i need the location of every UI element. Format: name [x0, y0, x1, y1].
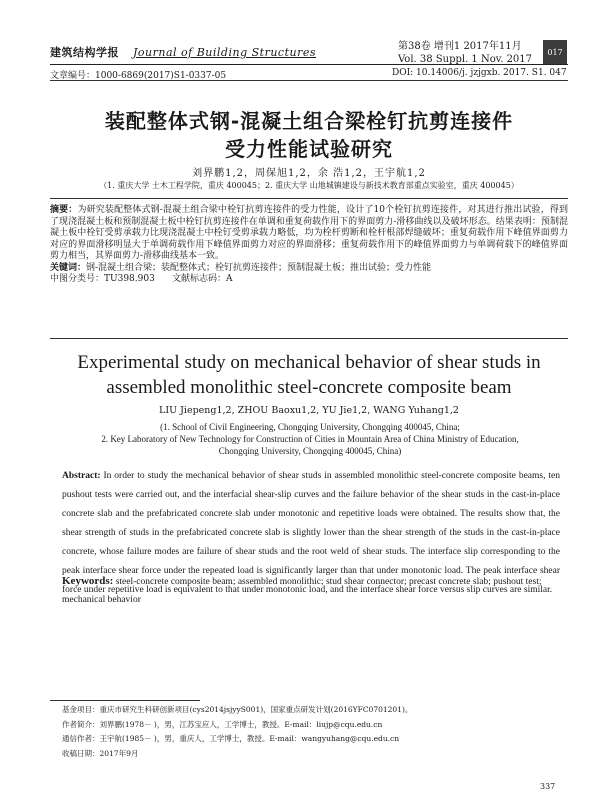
- header-rule-2: [50, 80, 568, 81]
- header-rule: [50, 64, 568, 65]
- abstract-rule-bottom: [50, 338, 568, 339]
- page-tab: 017: [543, 40, 567, 64]
- title-cn-line-1: 装配整体式钢-混凝土组合梁栓钉抗剪连接件: [104, 109, 514, 133]
- footnotes: [62, 703, 562, 761]
- footnote-rule: [50, 700, 200, 701]
- volume-info: [398, 40, 532, 66]
- title-cn-line-2: 受力性能试验研究: [225, 137, 393, 161]
- volume-cn: 第38卷 增刊1 2017年11月: [398, 41, 522, 52]
- keywords-en-block: [62, 572, 560, 609]
- affiliation-en-3: Chongqing University, Chongqing 400045, China): [218, 446, 402, 456]
- keywords-cn: 钢-混凝土组合梁；装配整体式；栓钉抗剪连接件；预制混凝土板；推出试验；受力性能: [86, 262, 432, 273]
- doi: DOI: 10.14006/j. jzjgxb. 2017. S1. 047: [392, 68, 567, 78]
- volume-en: Vol. 38 Suppl. 1 Nov. 2017: [398, 54, 533, 65]
- page-number: 337: [540, 782, 556, 791]
- footnote-received: 收稿日期：2017年9月: [62, 748, 139, 758]
- affiliations-cn: （1. 重庆大学 土木工程学院，重庆 400045；2. 重庆大学 山地城镇建设与新技术教育部重点实验室，重庆 400045）: [99, 181, 519, 190]
- journal-name-cn: 建筑结构学报: [50, 46, 119, 59]
- running-header-left: [50, 44, 316, 60]
- authors-en: LIU Jiepeng1,2, ZHOU Baoxu1,2, YU Jie1,2, WANG Yuhang1,2: [159, 405, 459, 416]
- journal-name-en: Journal of Building Structures: [133, 46, 316, 59]
- abstract-rule-top: [50, 198, 568, 199]
- footnote-author: 作者简介：刘界鹏(1978－ )，男，江苏宝应人，工学博士，教授。E-mail：liujp@cqu.edu.cn: [62, 719, 383, 729]
- title-cn: [50, 107, 568, 163]
- abstract-en-text: In order to study the mechanical behavior of shear studs in assembled monolithic steel-concrete composite beams, ten pushout tests were carried out, and the interfacial shear-slip curves and the failure behavior of the shear studs in the cast-in-place concrete slab and the prefabricated concrete slab under monotonic and repetitive loads were obtained. The results show that, the shear strength of studs in the prefabricated concrete slab is slightly lower than the shear strength of the studs in the cast-in-place concrete, whose failure modes are failure of shear studs and the root weld of shear studs. The interface slip corresponding to the peak interface shear force under the repeated load is significantly larger than that under monotonic load. The peak interface shear force under repetitive load is equivalent to that under monotonic load, and the interface shear force versus slip curves are similar.: [62, 471, 561, 595]
- title-en-line-2: assembled monolithic steel-concrete composite beam: [106, 377, 512, 398]
- keywords-en-label: Keywords:: [62, 575, 114, 587]
- footnote-funding: 基金项目：重庆市研究生科研创新项目(cys2014jsjyyS001)，国家重点研发计划(2016YFC0701201)。: [62, 705, 413, 714]
- abstract-cn-label: 摘要：: [50, 205, 78, 215]
- affiliations-en: [60, 421, 560, 457]
- document-code: 文献标志码：A: [171, 274, 233, 284]
- article-number: 文章编号：1000-6869(2017)S1-0337-05: [50, 71, 227, 81]
- title-en-line-1: Experimental study on mechanical behavior of shear studs in: [77, 352, 541, 373]
- abstract-cn: [50, 205, 568, 286]
- clc-number: 中图分类号：TU398.903: [50, 274, 155, 284]
- keywords-en: steel-concrete composite beam; assembled monolithic; stud shear connector; precast concrete slab; pushout test; mechanical behavior: [62, 577, 542, 605]
- abstract-cn-text: 为研究装配整体式钢-混凝土组合梁中栓钉抗剪连接件的受力性能，设计了10个栓钉抗剪连接件，对其进行推出试验，得到了现浇混凝土板和预制混凝土板中栓钉抗剪连接件在单调和重复荷载作用下的界面剪力-滑移曲线以及破坏形态。结果表明：预制混凝土板中栓钉受剪承载力比现浇混凝土中栓钉受剪承载力略低，均为栓杆剪断和栓杆根部焊缝破坏；重复荷载作用下峰值界面剪力对应的界面滑移明显大于单调荷载作用下峰值界面剪力对应的界面滑移；重复荷载作用下的峰值界面剪力与单调荷载下的峰值界面剪力相当，其界面剪力-滑移曲线基本一致。: [50, 205, 568, 261]
- abstract-en-label: Abstract:: [62, 471, 101, 481]
- title-en: [50, 350, 568, 400]
- affiliation-en-2: 2. Key Laboratory of New Technology for Construction of Cities in Mountain Area of China Ministry of Education,: [101, 434, 519, 444]
- affiliation-en-1: (1. School of Civil Engineering, Chongqing University, Chongqing 400045, China;: [160, 422, 460, 432]
- footnote-corresponding: 通信作者：王宇航(1985－ )，男，重庆人，工学博士，教授。E-mail：wangyuhang@cqu.edu.cn: [62, 734, 400, 743]
- authors-cn: 刘界鹏1,2，周保旭1,2，余 浩1,2，王宇航1,2: [192, 168, 426, 179]
- keywords-cn-label: 关键词：: [50, 262, 87, 273]
